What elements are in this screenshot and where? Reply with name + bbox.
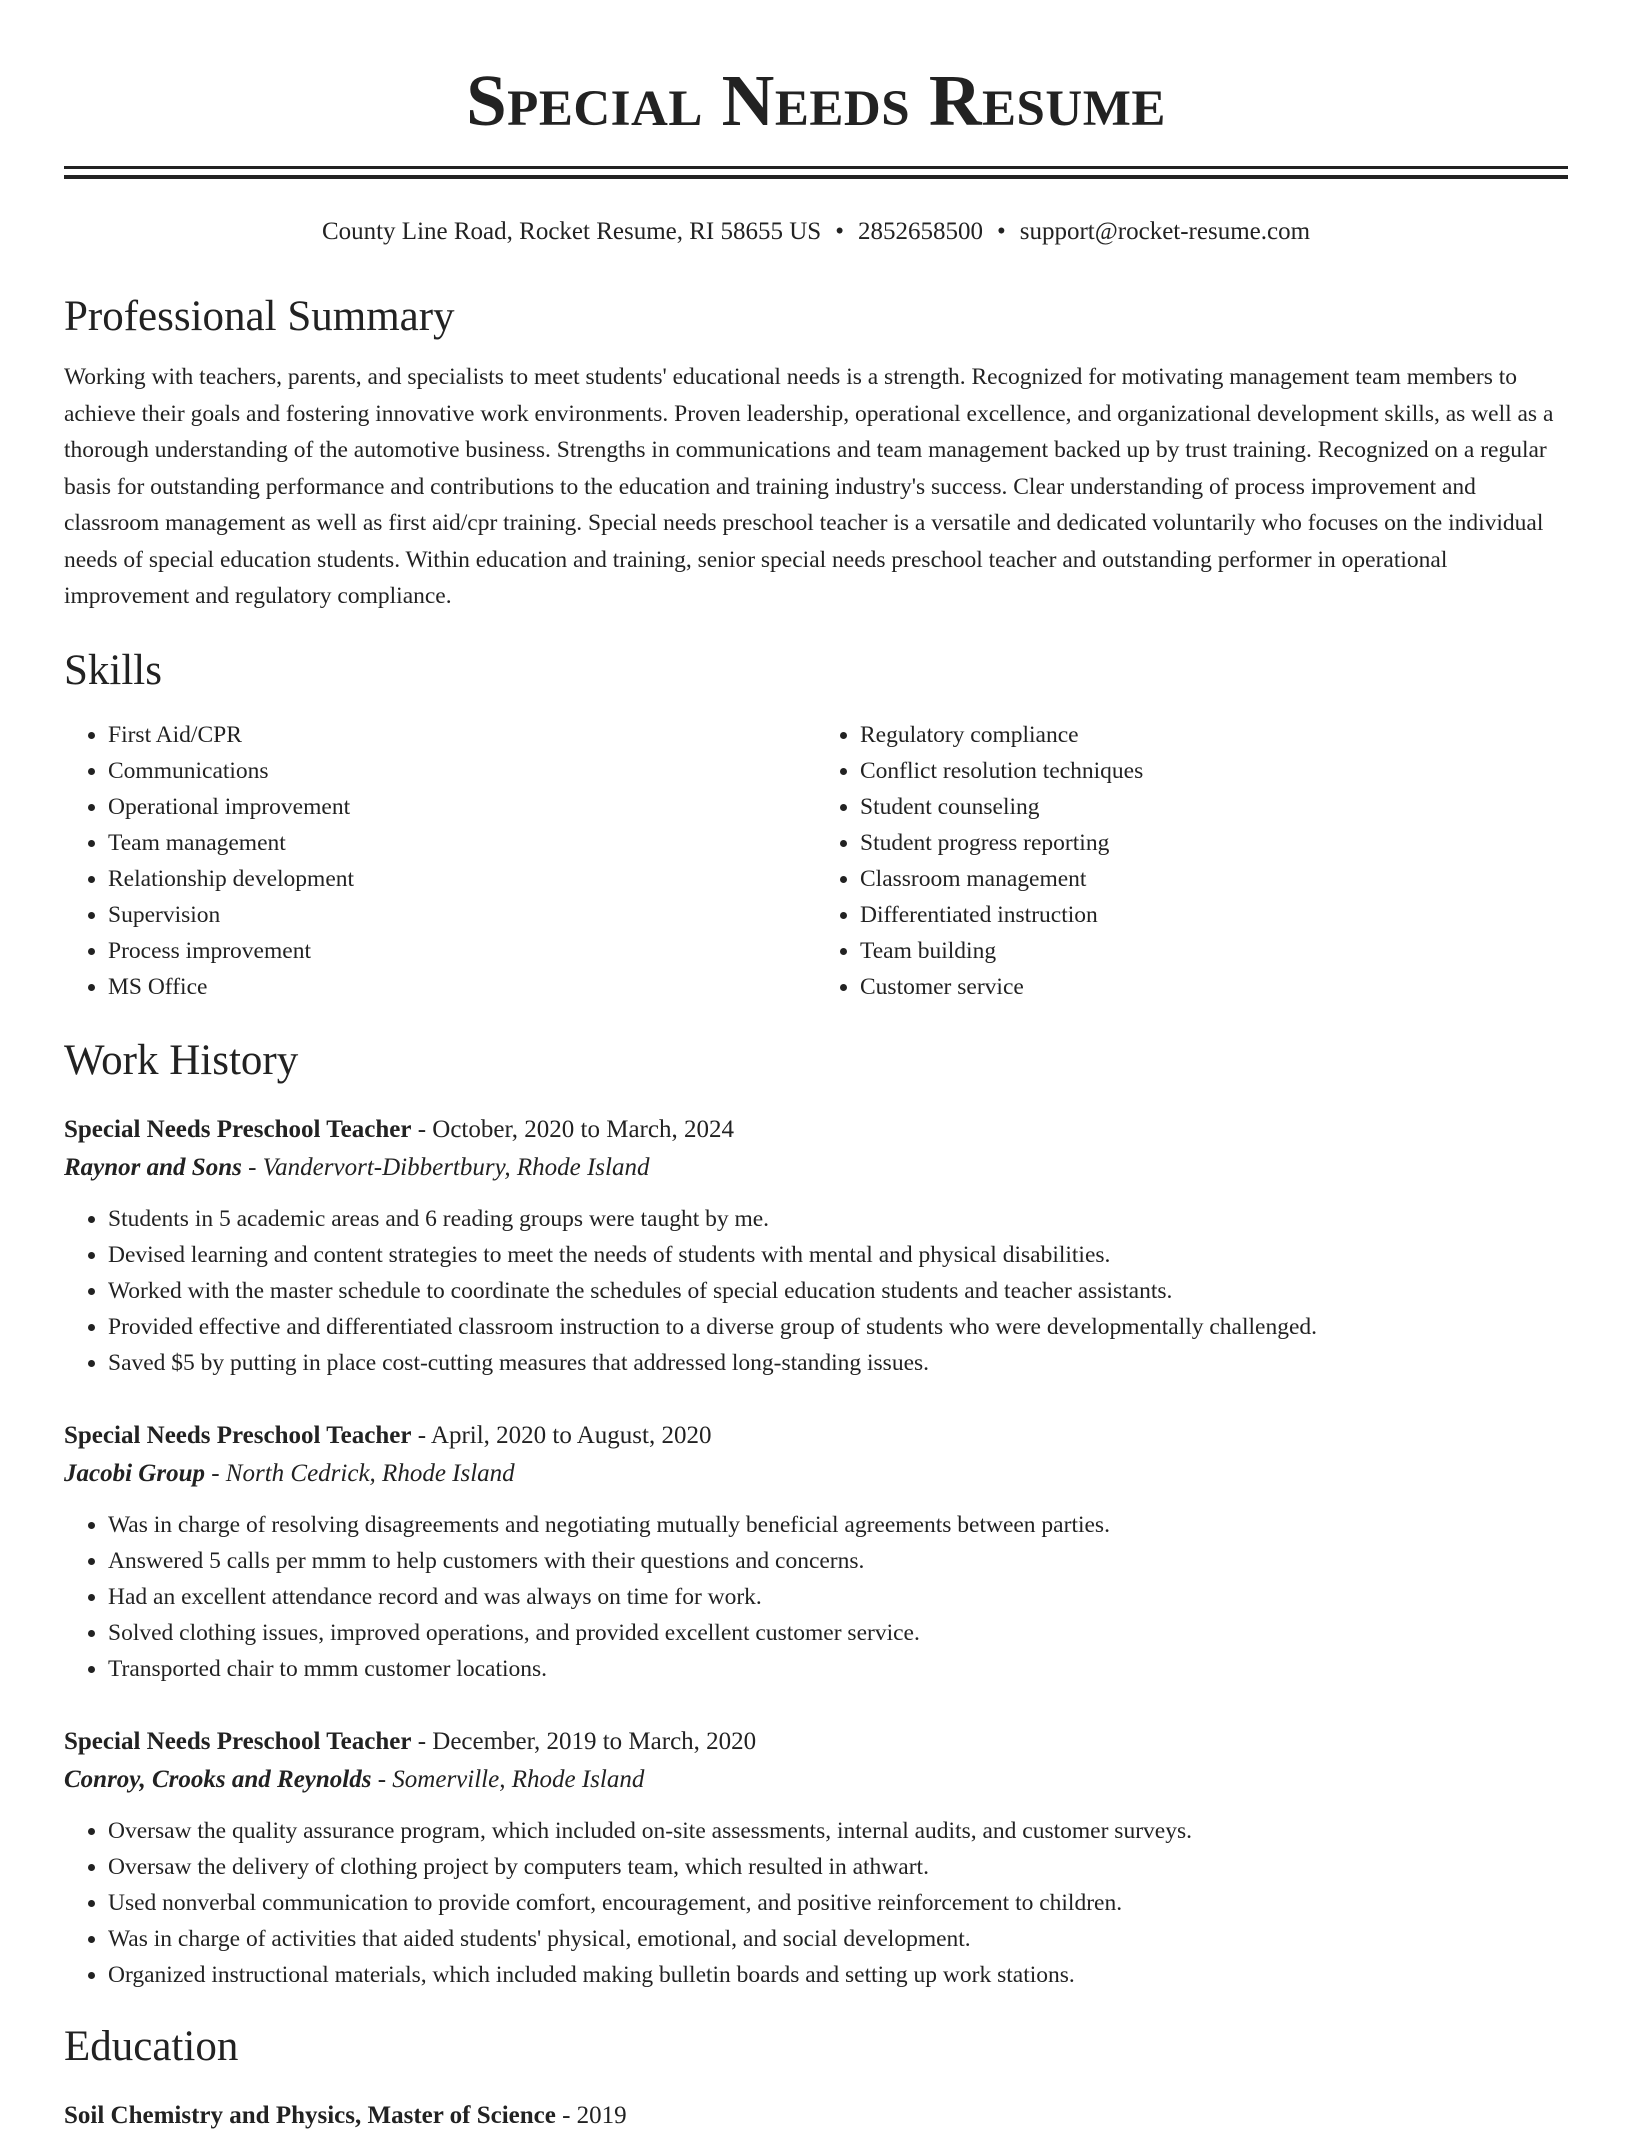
skill-item: • Differentiated instruction [860, 897, 1568, 933]
job-bullet: • Oversaw the quality assurance program, which included on-site assessments, internal audits, and customer surveys. [108, 1813, 1568, 1849]
job-entry [64, 1417, 1568, 1687]
contact-phone: 2852658500 [857, 218, 983, 245]
job-employer-line [64, 1455, 1568, 1493]
title-divider-top [64, 166, 1568, 169]
education-year: - 2019 [555, 2101, 627, 2129]
job-bullets [64, 1813, 1568, 1993]
skill-item: • Process improvement [108, 933, 816, 969]
summary-text: Working with teachers, parents, and specialists to meet students' educational needs is a strength. Recognized for motivating management team members to achieve their goals and fostering innovative work environments. Proven leadership, operational excellence, and organizational development skills, as well as a thorough understanding of the automotive business. Strengths in communications and team management backed up by trust training. Recognized on a regular basis for outstanding performance and contributions to the education and training industry's success. Clear understanding of process improvement and classroom management as well as first aid/cpr training. Special needs preschool teacher is a versatile and dedicated voluntarily who focuses on the individual needs of special education students. Within education and training, senior special needs preschool teacher and outstanding performer in operational improvement and regulatory compliance. [64, 364, 1554, 609]
skill-item: • Regulatory compliance [860, 717, 1568, 753]
job-bullet: • Had an excellent attendance record and was always on time for work. [108, 1579, 1568, 1615]
job-employer-line [64, 1761, 1568, 1799]
job-title-line [64, 1417, 1568, 1455]
skill-item: • Classroom management [860, 861, 1568, 897]
skill-item: • Communications [108, 753, 816, 789]
section-heading-education: Education [64, 2022, 239, 2070]
section-heading-skills: Skills [64, 646, 162, 694]
skill-item: • Team management [108, 825, 816, 861]
skill-item: • Student counseling [860, 789, 1568, 825]
contact-address: County Line Road, Rocket Resume, RI 58655 US [321, 218, 822, 245]
job-bullet: • Devised learning and content strategies to meet the needs of students with mental and physical disabilities. [108, 1237, 1568, 1273]
job-company: Conroy, Crooks and Reynolds [64, 1765, 372, 1793]
job-company: Jacobi Group [64, 1459, 205, 1487]
job-location: - Somerville, Rhode Island [371, 1765, 645, 1793]
job-title-line [64, 1111, 1568, 1149]
contact-email: support@rocket-resume.com [1019, 218, 1311, 245]
job-bullets [64, 1507, 1568, 1687]
section-heading-summary: Professional Summary [64, 293, 455, 340]
resume-title: Special Needs Resume [466, 60, 1166, 141]
job-role: Special Needs Preschool Teacher [64, 1115, 412, 1143]
skill-item: • Supervision [108, 897, 816, 933]
job-employer-line [64, 1149, 1568, 1187]
job-dates: - April, 2020 to August, 2020 [411, 1421, 712, 1449]
work-history-section [64, 1035, 1568, 1993]
job-bullet: • Was in charge of activities that aided students' physical, emotional, and social development. [108, 1921, 1568, 1957]
skills-list-left [64, 717, 816, 1005]
skill-item: • Operational improvement [108, 789, 816, 825]
job-entry [64, 1111, 1568, 1381]
job-bullet: • Was in charge of resolving disagreements and negotiating mutually beneficial agreements between parties. [108, 1507, 1568, 1543]
job-dates: - October, 2020 to March, 2024 [411, 1115, 734, 1143]
skills-list-right [816, 717, 1568, 1005]
skill-item: • Student progress reporting [860, 825, 1568, 861]
skill-item: • Team building [860, 933, 1568, 969]
skill-item: • Relationship development [108, 861, 816, 897]
job-role: Special Needs Preschool Teacher [64, 1421, 412, 1449]
job-location: - Vandervort-Dibbertbury, Rhode Island [241, 1153, 650, 1181]
skill-item: • Conflict resolution techniques [860, 753, 1568, 789]
skill-item: • First Aid/CPR [108, 717, 816, 753]
education-degree: Soil Chemistry and Physics, Master of Science [64, 2101, 556, 2129]
skills-columns [64, 717, 1568, 1005]
education-section [64, 2021, 1568, 2135]
job-bullets [64, 1201, 1568, 1381]
job-bullet: • Used nonverbal communication to provide comfort, encouragement, and positive reinforcement to children. [108, 1885, 1568, 1921]
job-bullet: • Answered 5 calls per mmm to help customers with their questions and concerns. [108, 1543, 1568, 1579]
job-bullet: • Provided effective and differentiated classroom instruction to a diverse group of students who were developmentally challenged. [108, 1309, 1568, 1345]
education-entry [64, 2097, 1568, 2135]
skill-item: • MS Office [108, 969, 816, 1005]
professional-summary-section [64, 291, 1568, 615]
job-title-line [64, 1723, 1568, 1761]
skill-item: • Customer service [860, 969, 1568, 1005]
title-divider-bottom [64, 175, 1568, 179]
job-bullet: • Students in 5 academic areas and 6 reading groups were taught by me. [108, 1201, 1568, 1237]
contact-separator: • [835, 218, 844, 245]
section-heading-work-history: Work History [64, 1036, 299, 1084]
contact-line [64, 215, 1568, 249]
job-location: - North Cedrick, Rhode Island [204, 1459, 515, 1487]
job-bullet: • Solved clothing issues, improved operations, and provided excellent customer service. [108, 1615, 1568, 1651]
job-bullet: • Organized instructional materials, which included making bulletin boards and setting up work stations. [108, 1957, 1568, 1993]
job-role: Special Needs Preschool Teacher [64, 1727, 412, 1755]
job-entry [64, 1723, 1568, 1993]
job-bullet: • Oversaw the delivery of clothing project by computers team, which resulted in athwart. [108, 1849, 1568, 1885]
job-bullet: • Worked with the master schedule to coordinate the schedules of special education students and teacher assistants. [108, 1273, 1568, 1309]
job-dates: - December, 2019 to March, 2020 [411, 1727, 757, 1755]
skills-section [64, 645, 1568, 1005]
job-bullet: • Saved $5 by putting in place cost-cutting measures that addressed long-standing issues. [108, 1345, 1568, 1381]
job-bullet: • Transported chair to mmm customer locations. [108, 1651, 1568, 1687]
job-company: Raynor and Sons [64, 1153, 242, 1181]
contact-separator: • [996, 218, 1006, 245]
